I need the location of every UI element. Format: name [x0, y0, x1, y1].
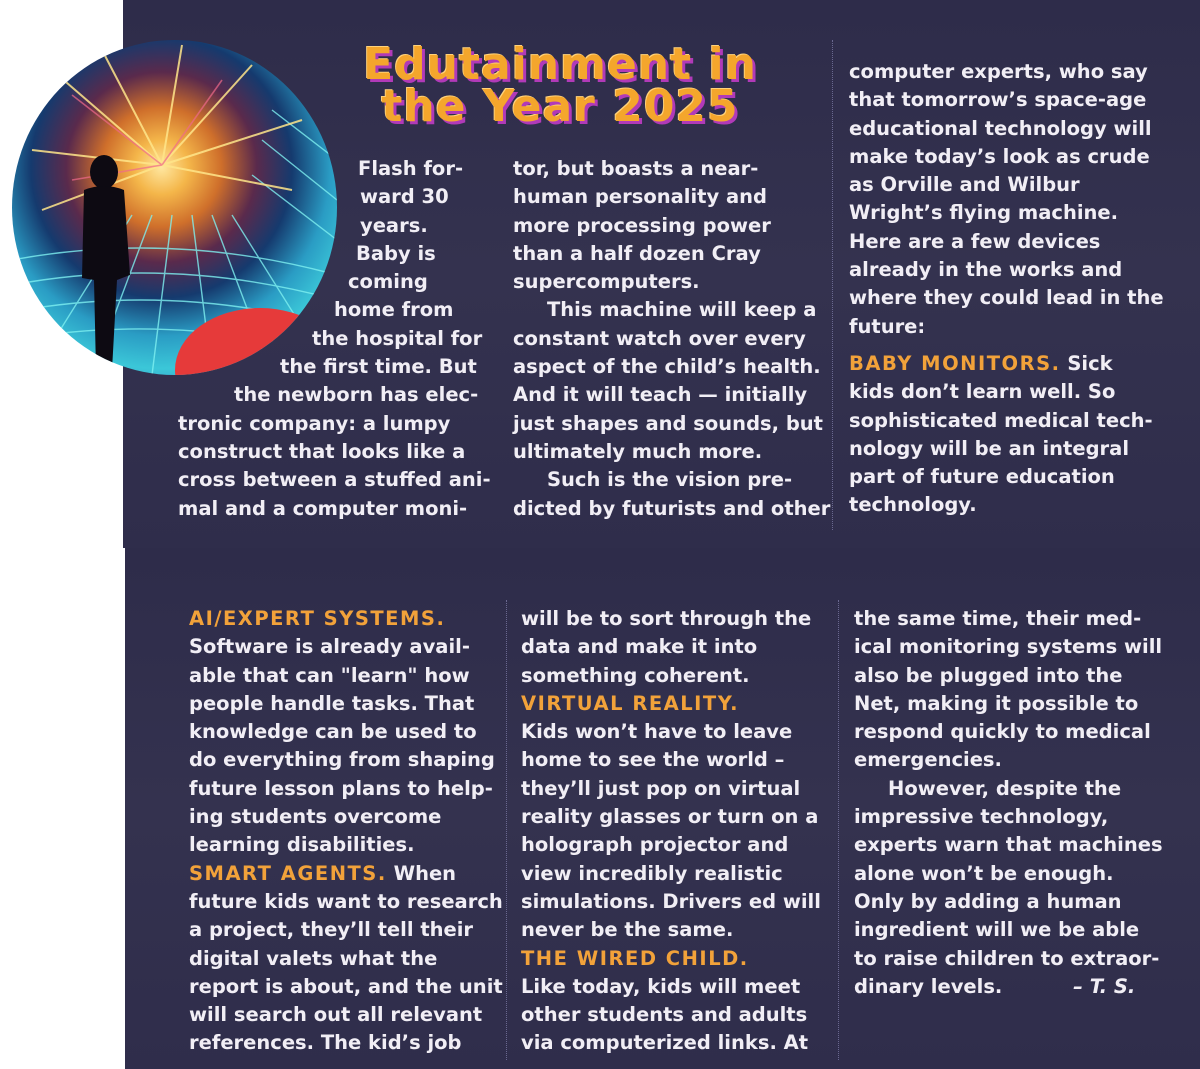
text-line: aspect of the child’s health.	[513, 355, 821, 379]
article-title: Edutainment in the Year 2025	[363, 39, 757, 132]
bottom-column-1	[189, 605, 501, 1058]
text-line: will be to sort through the	[521, 607, 812, 630]
text-line: able that can "learn" how	[189, 663, 470, 687]
text-line: alone won’t be enough.	[854, 861, 1114, 885]
text-line: supercomputers.	[513, 270, 700, 294]
text-line: educational technology will	[849, 116, 1152, 140]
text-line: home to see the world –	[521, 748, 785, 772]
text-line: mal and a computer moni-	[178, 496, 468, 520]
section-line	[849, 350, 1189, 378]
text-line: as Orville and Wilbur	[849, 173, 1080, 197]
text-line: Software is already avail-	[189, 635, 470, 659]
text-line: part of future education	[849, 465, 1115, 489]
text-line: Baby is	[356, 241, 436, 265]
text-line: data and make it into	[521, 635, 758, 659]
text-line: Kids won’t have to leave	[521, 720, 793, 744]
text-line: they’ll just pop on virtual	[521, 776, 801, 800]
text-line: the hospital for	[312, 326, 483, 350]
column-divider	[832, 40, 833, 530]
text-line: where they could lead in the	[849, 286, 1164, 310]
text-line: holograph projector and	[521, 833, 789, 857]
section-heading-virtual-reality: VIRTUAL REALITY.	[521, 691, 740, 715]
text-line: dicted by futurists and other	[513, 496, 831, 520]
text-line: already in the works and	[849, 258, 1123, 282]
text-line: tronic company: a lumpy	[178, 411, 451, 435]
text-line: cross between a stuffed ani-	[178, 468, 491, 492]
text-line: the newborn has elec-	[234, 383, 479, 407]
text-line: Here are a few devices	[849, 229, 1101, 253]
text-line: references. The kid’s job	[189, 1031, 462, 1055]
text-line: technology.	[849, 493, 977, 517]
text-line: knowledge can be used to	[189, 720, 477, 744]
text-line: years.	[360, 213, 428, 237]
text-line: tor, but boasts a near-	[513, 157, 759, 180]
text-line: kids don’t learn well. So	[849, 380, 1116, 404]
text-line: future kids want to research	[189, 889, 503, 913]
text-line: Net, making it possible to	[854, 691, 1139, 715]
text-line: via computerized links. At	[521, 1031, 809, 1055]
section-heading-smart-agents: SMART AGENTS.	[189, 861, 387, 885]
text-line: respond quickly to medical	[854, 720, 1151, 744]
column-divider	[838, 600, 839, 1060]
section-heading-baby-monitors: BABY MONITORS.	[849, 351, 1061, 375]
section-heading-wired-child: THE WIRED CHILD.	[521, 946, 749, 970]
top-column-1	[178, 155, 498, 523]
text-line: sophisticated medical tech-	[849, 408, 1153, 432]
text-line: coming	[348, 270, 428, 294]
text-line: reality glasses or turn on a	[521, 805, 819, 829]
bottom-column-3	[854, 605, 1190, 1001]
text-line: Such is the vision pre-	[547, 468, 793, 492]
text-line: human personality and	[513, 185, 767, 209]
text-line: ultimately much more.	[513, 439, 763, 463]
text-line: something coherent.	[521, 663, 750, 687]
text-line: nology will be an integral	[849, 436, 1130, 460]
text-line: Like today, kids will meet	[521, 974, 801, 998]
text-line: that tomorrow’s space-age	[849, 88, 1147, 112]
text-line: other students and adults	[521, 1003, 808, 1027]
text-line: Only by adding a human	[854, 889, 1122, 913]
text-line: ical monitoring systems will	[854, 635, 1163, 659]
text-line: never be the same.	[521, 918, 734, 942]
text-line: experts warn that machines	[854, 833, 1163, 857]
text-line: ingredient will we be able	[854, 918, 1140, 942]
text-line: future:	[849, 314, 926, 338]
closing-line	[854, 973, 1190, 1001]
text-line: Sick	[1067, 351, 1113, 375]
text-line: the first time. But	[280, 355, 477, 379]
text-line: computer experts, who say	[849, 60, 1148, 83]
text-line: Wright’s flying machine.	[849, 201, 1119, 225]
text-line: view incredibly realistic	[521, 861, 783, 885]
section-heading-ai-expert-systems: AI/EXPERT SYSTEMS.	[189, 607, 446, 630]
text-line: will search out all relevant	[189, 1003, 483, 1027]
text-line: also be plugged into the	[854, 663, 1123, 687]
text-line: home from	[334, 298, 454, 322]
text-line: make today’s look as crude	[849, 144, 1150, 168]
bottom-column-2	[521, 605, 833, 1058]
text-line: impressive technology,	[854, 805, 1109, 829]
text-line: dinary levels.	[854, 974, 1003, 998]
text-line: than a half dozen Cray	[513, 241, 761, 265]
text-line: When	[393, 861, 457, 885]
text-line: digital valets what the	[189, 946, 438, 970]
top-column-2	[513, 155, 831, 523]
text-line: to raise children to extraor-	[854, 946, 1160, 970]
text-line: report is about, and the unit	[189, 974, 503, 998]
text-line: people handle tasks. That	[189, 691, 475, 715]
author-signature: – T. S.	[1073, 974, 1136, 998]
column-divider	[506, 600, 507, 1060]
text-line: construct that looks like a	[178, 439, 466, 463]
text-line: ing students overcome	[189, 805, 442, 829]
text-line: ward 30	[360, 185, 449, 209]
text-line: simulations. Drivers ed will	[521, 889, 821, 913]
text-line: future lesson plans to help-	[189, 776, 493, 800]
text-line: Flash for-	[358, 157, 464, 180]
text-line: more processing power	[513, 213, 771, 237]
text-line: a project, they’ll tell their	[189, 918, 474, 942]
text-line: However, despite the	[888, 776, 1122, 800]
text-line: the same time, their med-	[854, 607, 1142, 630]
text-line: constant watch over every	[513, 326, 806, 350]
text-line: do everything from shaping	[189, 748, 495, 772]
top-column-3	[849, 58, 1189, 520]
text-line: just shapes and sounds, but	[513, 411, 823, 435]
text-line: This machine will keep a	[547, 298, 817, 322]
text-line: learning disabilities.	[189, 833, 415, 857]
text-line: And it will teach — initially	[513, 383, 808, 407]
section-line	[189, 860, 501, 888]
text-line: emergencies.	[854, 748, 1002, 772]
